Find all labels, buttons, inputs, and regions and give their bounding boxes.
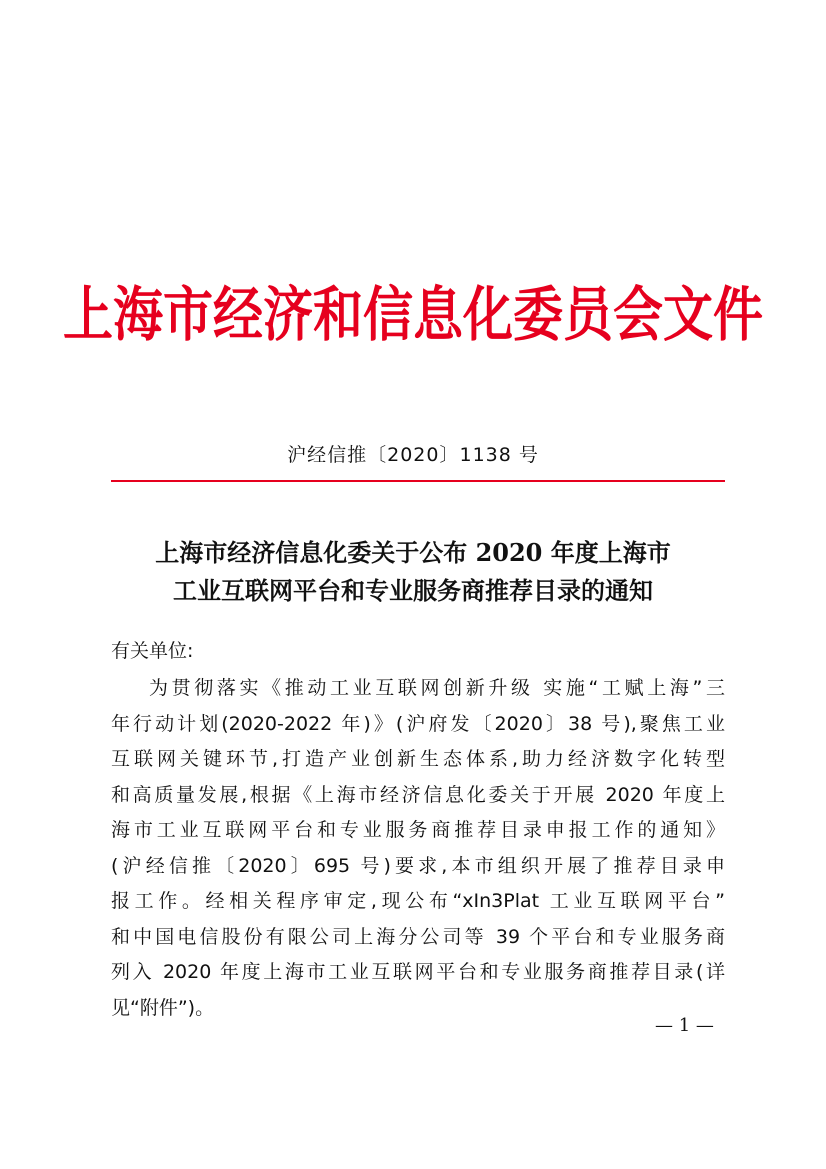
notice-title-line-1: 上海市经济信息化委关于公布 2020 年度上海市: [155, 538, 671, 567]
document-number: 沪经信推〔2020〕1138 号: [287, 444, 539, 466]
notice-title-line-2: 工业互联网平台和专业服务商推荐目录的通知: [173, 576, 653, 605]
red-divider-line: [111, 480, 725, 482]
notice-title: [0, 534, 826, 610]
page-number: — 1 —: [655, 1015, 714, 1036]
body-line: (沪经信推〔2020〕695 号)要求,本市组织开展了推荐目录申: [111, 854, 725, 877]
body-paragraph: [111, 671, 725, 1026]
body-line: 海市工业互联网平台和专业服务商推荐目录申报工作的通知》: [111, 819, 725, 841]
body-line: 见“附件”)。: [111, 996, 215, 1019]
body-line: 和高质量发展,根据《上海市经济信息化委关于开展 2020 年度上: [111, 783, 725, 806]
salutation: 有关单位:: [111, 640, 194, 662]
body-line: 列入 2020 年度上海市工业互联网平台和专业服务商推荐目录(详: [111, 961, 725, 983]
body-line: 报工作。经相关程序审定,现公布“xIn3Plat 工业互联网平台”: [111, 890, 725, 912]
body-line: 和中国电信股份有限公司上海分公司等 39 个平台和专业服务商: [111, 925, 725, 948]
body-line: 年行动计划(2020-2022 年)》(沪府发〔2020〕38 号),聚焦工业: [111, 712, 725, 735]
body-line: 互联网关键环节,打造产业创新生态体系,助力经济数字化转型: [111, 748, 725, 770]
masthead-title: 上海市经济和信息化委员会文件: [63, 279, 763, 350]
body-line: 为贯彻落实《推动工业互联网创新升级 实施“工赋上海”三: [149, 677, 725, 699]
